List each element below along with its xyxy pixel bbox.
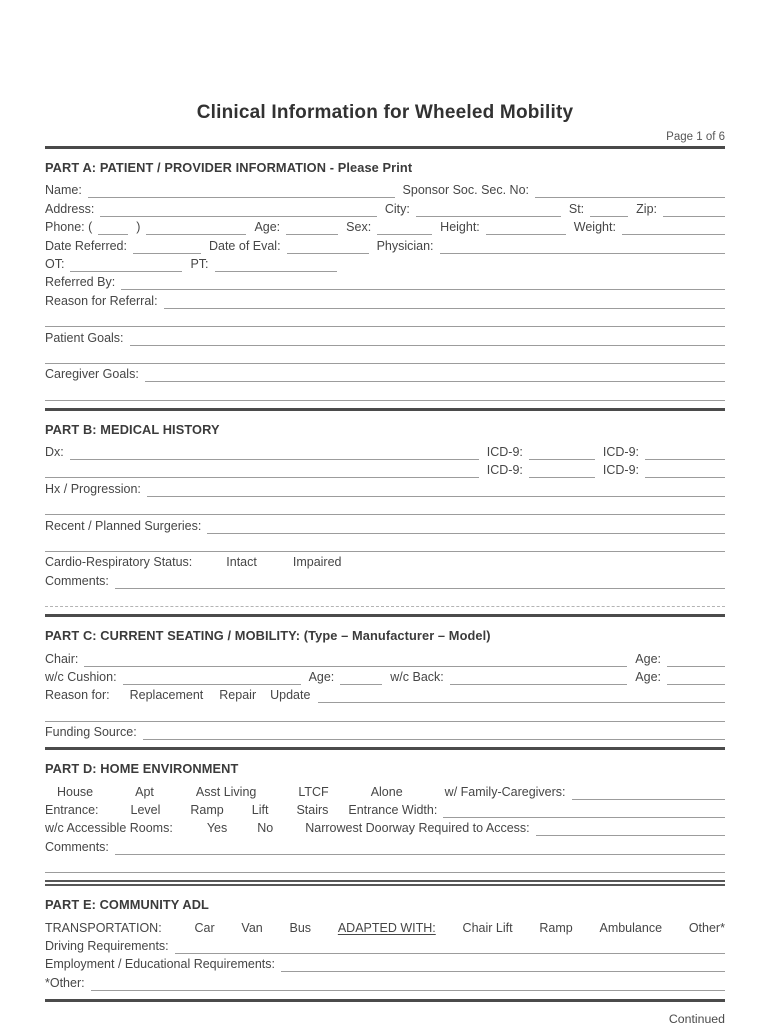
spacer: [224, 817, 252, 818]
part-e-heading: PART E: COMMUNITY ADL: [45, 897, 209, 913]
adapted-chair-lift-option[interactable]: Chair Lift: [462, 920, 513, 935]
referred-by-line[interactable]: [121, 278, 725, 290]
hx-progression-line[interactable]: [147, 485, 725, 497]
part-b-heading: PART B: MEDICAL HISTORY: [45, 421, 220, 437]
cardio-impaired-option[interactable]: Impaired: [292, 555, 342, 570]
transport-car-option[interactable]: Car: [194, 920, 215, 935]
patient-goals-continued-line[interactable]: [45, 352, 725, 364]
age-line[interactable]: [286, 223, 338, 235]
spacer: [310, 702, 318, 703]
reason-detail-continued-line[interactable]: [45, 710, 725, 722]
field-label: ICD-9:: [602, 445, 639, 460]
physician-line[interactable]: [440, 242, 725, 254]
form-row: [45, 217, 725, 235]
field-label: ICD-9:: [486, 445, 523, 460]
reason-repair-option[interactable]: Repair: [219, 688, 257, 703]
part-c-divider: [45, 614, 725, 617]
form-row: [45, 917, 725, 935]
spacer: [198, 569, 226, 570]
form-row: [45, 235, 725, 253]
entrance-lift-option[interactable]: Lift: [251, 802, 269, 817]
form-row: [45, 648, 725, 666]
form-row: [45, 180, 725, 198]
form-row: [45, 534, 725, 552]
transport-bus-option[interactable]: Bus: [289, 920, 312, 935]
form-row: [45, 382, 725, 400]
field-label: Comments:: [45, 573, 109, 588]
field-label: w/c Back:: [390, 669, 444, 684]
entrance-stairs-option[interactable]: Stairs: [296, 802, 329, 817]
home-comments-line[interactable]: [115, 843, 725, 855]
field-label: Sex:: [346, 220, 372, 235]
field-label: Name:: [45, 183, 82, 198]
field-label: Entrance:: [45, 802, 99, 817]
date-referred-line[interactable]: [133, 242, 201, 254]
ot-line[interactable]: [70, 260, 182, 272]
dx-line[interactable]: [70, 448, 479, 460]
family-caregivers-line[interactable]: [572, 788, 725, 800]
field-label: Caregiver Goals:: [45, 367, 139, 382]
address-line[interactable]: [100, 205, 377, 217]
zip-line[interactable]: [663, 205, 725, 217]
form-row: [45, 290, 725, 308]
field-label: Entrance Width:: [348, 802, 438, 817]
entrance-level-option[interactable]: Level: [130, 802, 161, 817]
form-body: [45, 160, 725, 991]
icd9-1-line[interactable]: [529, 448, 595, 460]
wc-cushion-line[interactable]: [123, 673, 301, 685]
form-row: [45, 703, 725, 721]
patient-goals-line[interactable]: [130, 334, 725, 346]
spacer: [256, 702, 270, 703]
part-d-divider: [45, 747, 725, 750]
field-label: Date of Eval:: [208, 238, 281, 253]
field-label: Weight:: [573, 220, 616, 235]
form-row: [45, 272, 725, 290]
field-label: Referred By:: [45, 275, 116, 290]
part-a-heading: PART A: PATIENT / PROVIDER INFORMATION - Please Print: [45, 160, 413, 175]
field-label: Reason for:: [45, 688, 110, 703]
rooms-no-option[interactable]: No: [257, 821, 274, 836]
field-label: Chair:: [45, 651, 79, 666]
rooms-yes-option[interactable]: Yes: [206, 821, 228, 836]
form-row: [45, 936, 725, 954]
part-b-divider: [45, 408, 725, 411]
field-label: Age:: [635, 669, 661, 684]
cushion-age-line[interactable]: [340, 673, 382, 685]
form-row: [45, 667, 725, 685]
sex-line[interactable]: [377, 223, 432, 235]
dx-continued-line[interactable]: [45, 466, 479, 478]
field-label: Comments:: [45, 839, 109, 854]
form-row: [45, 781, 725, 799]
spacer: [257, 569, 293, 570]
spacer: [273, 835, 305, 836]
form-row: [45, 589, 725, 607]
spacer: [45, 799, 57, 800]
back-age-line[interactable]: [667, 673, 725, 685]
form-row: [45, 478, 725, 496]
continued-label: Continued: [668, 1011, 725, 1026]
field-label: Height:: [440, 220, 480, 235]
spacer: [179, 835, 207, 836]
form-row: [45, 515, 725, 533]
icd9-3-line[interactable]: [529, 466, 595, 478]
state-line[interactable]: [590, 205, 628, 217]
driving-requirements-line[interactable]: [175, 942, 725, 954]
spacer: [116, 702, 130, 703]
home-comments-continued-line[interactable]: [45, 861, 725, 873]
weight-line[interactable]: [622, 223, 725, 235]
page-title: Clinical Information for Wheeled Mobility: [196, 102, 574, 123]
entrance-ramp-option[interactable]: Ramp: [190, 802, 224, 817]
adapted-ramp-option[interactable]: Ramp: [539, 920, 573, 935]
pt-line[interactable]: [215, 260, 337, 272]
entrance-width-line[interactable]: [443, 806, 725, 818]
page-number-label: Page 1 of 6: [666, 131, 725, 143]
field-label: ICD-9:: [486, 463, 523, 478]
spacer: [105, 817, 131, 818]
field-label: Reason for Referral:: [45, 293, 158, 308]
field-label: City:: [384, 201, 410, 216]
form-row: [45, 836, 725, 854]
form-row: [45, 497, 725, 515]
transport-van-option[interactable]: Van: [241, 920, 263, 935]
funding-source-line[interactable]: [143, 728, 725, 740]
form-row: [45, 346, 725, 364]
form-row: [45, 722, 725, 740]
employment-educational-requirements-line[interactable]: [281, 960, 725, 972]
form-row: [45, 954, 725, 972]
icd9-2-line[interactable]: [645, 448, 725, 460]
chair-line[interactable]: [84, 655, 627, 667]
spacer: [256, 799, 298, 800]
sponsor-ssn-line[interactable]: [535, 186, 725, 198]
spacer: [160, 817, 190, 818]
recent-planned-surgeries-line[interactable]: [207, 522, 725, 534]
field-label: Patient Goals:: [45, 330, 124, 345]
field-label: ): [136, 220, 141, 235]
form-row: [45, 685, 725, 703]
field-label: St:: [568, 201, 585, 216]
icd9-4-line[interactable]: [645, 466, 725, 478]
part-e-divider: [45, 880, 725, 886]
reason-for-referral-continued-line[interactable]: [45, 315, 725, 327]
chair-age-line[interactable]: [667, 655, 725, 667]
height-line[interactable]: [486, 223, 566, 235]
reason-for-referral-line[interactable]: [164, 297, 725, 309]
caregiver-goals-continued-line[interactable]: [45, 389, 725, 401]
form-row: [45, 198, 725, 216]
field-label: PT:: [190, 256, 209, 271]
field-label: TRANSPORTATION:: [45, 920, 162, 935]
field-label: Narrowest Doorway Required to Access:: [305, 821, 530, 836]
field-label: Cardio-Respiratory Status:: [45, 555, 193, 570]
form-row: [45, 442, 725, 460]
header-rule: [45, 146, 725, 149]
reason-detail-line[interactable]: [318, 691, 725, 703]
hx-progression-continued-line[interactable]: [45, 503, 725, 515]
caregiver-goals-line[interactable]: [145, 370, 725, 382]
form-row: [45, 364, 725, 382]
form-row: [45, 972, 725, 990]
form-row: [45, 800, 725, 818]
surgeries-continued-line[interactable]: [45, 540, 725, 552]
spacer: [227, 835, 257, 836]
field-label: Zip:: [636, 201, 657, 216]
other-line[interactable]: [91, 979, 725, 991]
spacer: [154, 799, 196, 800]
field-label: Hx / Progression:: [45, 481, 141, 496]
field-label: Age:: [635, 651, 661, 666]
wc-back-line[interactable]: [450, 673, 628, 685]
field-label: *Other:: [45, 975, 85, 990]
field-label: w/ Family-Caregivers:: [444, 784, 566, 799]
form-row: [45, 309, 725, 327]
field-label: Sponsor Soc. Sec. No:: [402, 183, 529, 198]
adapted-ambulance-option[interactable]: Ambulance: [599, 920, 663, 935]
field-label: Phone: (: [45, 220, 93, 235]
home-alone-option[interactable]: Alone: [370, 784, 403, 799]
form-row: [45, 254, 725, 272]
field-label: w/c Cushion:: [45, 669, 117, 684]
reason-update-option[interactable]: Update: [270, 688, 311, 703]
form-row: [45, 327, 725, 345]
phone-area-code-line[interactable]: [98, 223, 128, 235]
form-row: [45, 460, 725, 478]
part-d-heading: PART D: HOME ENVIRONMENT: [45, 761, 239, 777]
name-line[interactable]: [88, 186, 395, 198]
spacer: [329, 799, 371, 800]
spacer: [93, 799, 135, 800]
field-label: Driving Requirements:: [45, 938, 169, 953]
field-label: Age:: [254, 220, 281, 235]
field-label: Funding Source:: [45, 725, 137, 740]
field-label: Employment / Educational Requirements:: [45, 957, 275, 972]
field-label: OT:: [45, 256, 65, 271]
cardio-comments-line[interactable]: [115, 577, 725, 589]
field-label: Dx:: [45, 445, 64, 460]
phone-number-line[interactable]: [146, 223, 246, 235]
city-line[interactable]: [416, 205, 561, 217]
cardio-intact-option[interactable]: Intact: [226, 555, 257, 570]
form-row: [45, 855, 725, 873]
home-ltcf-option[interactable]: LTCF: [298, 784, 329, 799]
field-label: Recent / Planned Surgeries:: [45, 518, 202, 533]
field-label: Physician:: [376, 238, 434, 253]
reason-replacement-option[interactable]: Replacement: [129, 688, 204, 703]
home-apt-option[interactable]: Apt: [135, 784, 154, 799]
part-c-heading: PART C: CURRENT SEATING / MOBILITY: (Type – Manufacturer – Model): [45, 628, 491, 644]
form-row: [45, 552, 725, 570]
cardio-comments-continued-line[interactable]: [45, 595, 725, 607]
form-row: [45, 818, 725, 836]
spacer: [328, 817, 348, 818]
home-asst-living-option[interactable]: Asst Living: [195, 784, 257, 799]
narrowest-doorway-line[interactable]: [536, 824, 725, 836]
spacer: [403, 799, 445, 800]
home-house-option[interactable]: House: [57, 784, 94, 799]
adapted-with-label: ADAPTED WITH:: [337, 920, 436, 935]
field-label: Age:: [308, 669, 335, 684]
field-label: Address:: [45, 201, 95, 216]
footer-rule: [45, 999, 725, 1002]
spacer: [203, 702, 219, 703]
field-label: ICD-9:: [602, 463, 639, 478]
field-label: Date Referred:: [45, 238, 127, 253]
date-of-eval-line[interactable]: [287, 242, 369, 254]
adapted-other-option[interactable]: Other*: [688, 920, 725, 935]
field-label: w/c Accessible Rooms:: [45, 821, 173, 836]
spacer: [268, 817, 296, 818]
form-row: [45, 570, 725, 588]
